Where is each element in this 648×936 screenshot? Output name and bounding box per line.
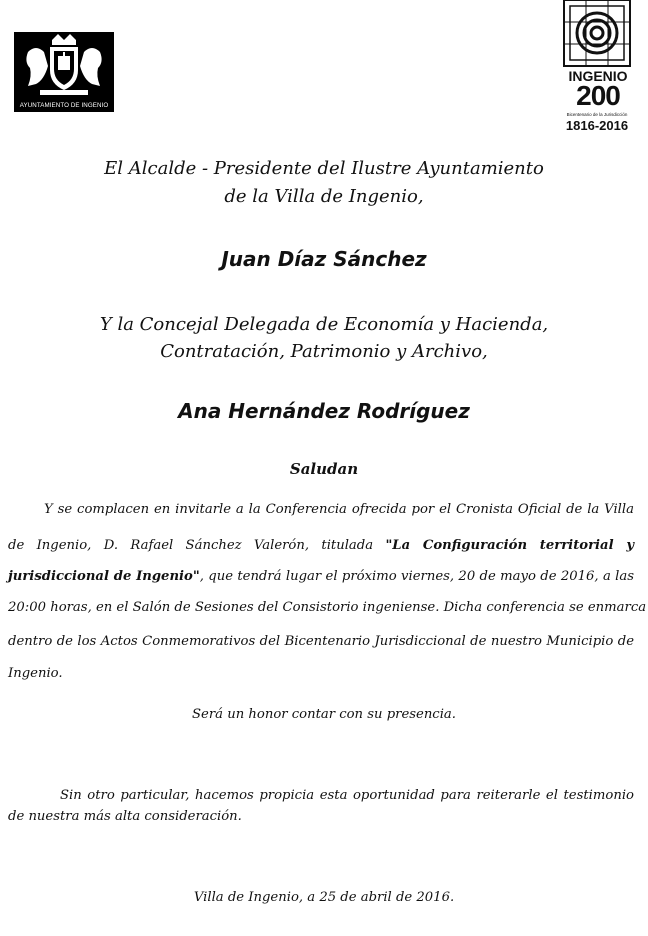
- bicentenario-logo: [556, 0, 636, 136]
- saludan-heading: Saludan: [289, 460, 359, 478]
- signoff-line: Villa de Ingenio, a 25 de abril de 2016.: [193, 890, 455, 905]
- spiral-pattern-icon: [556, 0, 636, 68]
- paragraph1-line6: Ingenio.: [8, 666, 63, 681]
- logo-caption: AYUNTAMIENTO DE INGENIO: [19, 102, 109, 109]
- conference-title-part1: "La Configuración territorial y: [385, 538, 634, 553]
- logo-right-subtitle: Bicentenario de la Jurisdicción: [566, 112, 628, 117]
- paragraph1-line1: Y se complacen en invitarle a la Conferencia ofrecida por el Cronista Oficial de la Villa: [44, 502, 634, 517]
- logo-right-number: 200: [576, 80, 620, 111]
- logo-right-years: 1816-2016: [565, 118, 629, 133]
- logo-right-title: INGENIO: [568, 68, 628, 84]
- conference-title-part2: jurisdiccional de Ingenio": [8, 569, 200, 584]
- paragraph1-line3-b: , que tendrá lugar el próximo viernes, 20 de mayo de 2016, a las: [199, 569, 634, 584]
- heading-line-1: El Alcalde - Presidente del Ilustre Ayuntamiento: [104, 158, 544, 179]
- paragraph2-line2: de nuestra más alta consideración.: [8, 809, 242, 824]
- heading-line-2: de la Villa de Ingenio,: [224, 186, 424, 207]
- paragraph1-line5: dentro de los Actos Conmemorativos del Bicentenario Jurisdiccional de nuestro Municipio de: [8, 634, 634, 649]
- heading-line-4: Contratación, Patrimonio y Archivo,: [160, 341, 488, 362]
- honor-line: Será un honor contar con su presencia.: [192, 707, 456, 722]
- paragraph1-line4: 20:00 horas, en el Salón de Sesiones del Consistorio ingeniense. Dicha conferencia se enmarca: [8, 600, 647, 615]
- paragraph1-line2: [8, 538, 634, 553]
- councillor-name: Ana Hernández Rodríguez: [178, 399, 470, 423]
- mayor-name: Juan Díaz Sánchez: [221, 247, 427, 271]
- paragraph1-line2-a: de Ingenio, D. Rafael Sánchez Valerón, titulada: [8, 538, 386, 553]
- ayuntamiento-logo: [14, 32, 114, 112]
- coat-of-arms-icon: [14, 32, 114, 102]
- paragraph1-line3: [8, 569, 634, 584]
- paragraph2-line1: Sin otro particular, hacemos propicia esta oportunidad para reiterarle el testimonio: [60, 788, 634, 803]
- heading-line-3: Y la Concejal Delegada de Economía y Hacienda,: [99, 314, 549, 335]
